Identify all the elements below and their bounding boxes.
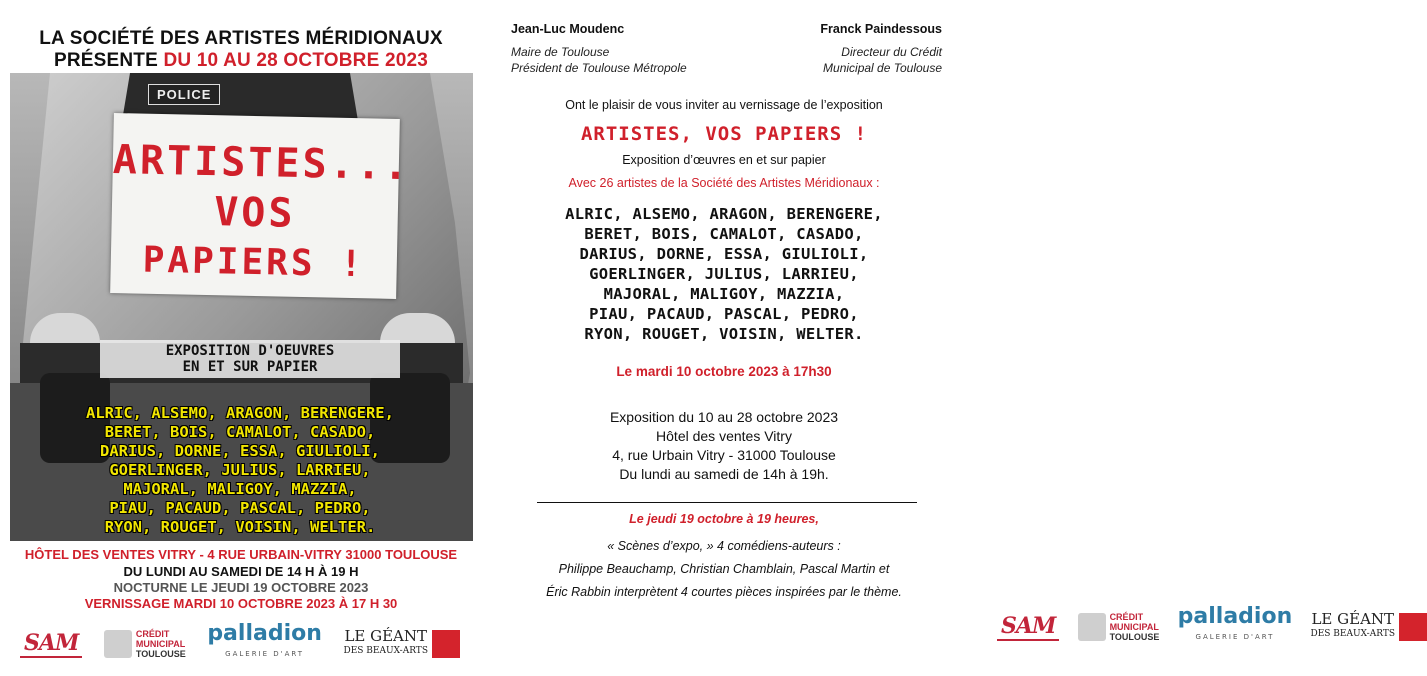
poster-artist-line: DARIUS, DORNE, ESSA, GIULIOLI, — [100, 442, 380, 460]
host-right-role2: Municipal de Toulouse — [823, 61, 942, 75]
poster-artist-list — [40, 404, 440, 537]
poster-subtitle-line1: EXPOSITION D'OEUVRES — [165, 343, 335, 359]
poster-artist-line: GOERLINGER, JULIUS, LARRIEU, — [109, 461, 371, 479]
host-left-role2: Président de Toulouse Métropole — [511, 61, 687, 75]
palladion-logo — [1177, 604, 1293, 647]
host-left-name: Jean-Luc Moudenc — [511, 22, 625, 36]
exhibition-info-line: Du lundi au samedi de 14h à 19h. — [619, 466, 829, 482]
poster-vernissage: VERNISSAGE MARDI 10 OCTOBRE 2023 À 17 H 30 — [84, 596, 398, 611]
invitation-artist-line: RYON, ROUGET, VOISIN, WELTER. — [584, 325, 864, 343]
invitation-panel — [482, 0, 1395, 676]
poster-artist-line: ALRIC, ALSEMO, ARAGON, BERENGERE, — [86, 404, 394, 422]
poster-header-line2 — [0, 50, 482, 72]
poster-sponsor-logos — [20, 620, 460, 668]
sign-line-3: PAPIERS ! — [142, 239, 366, 286]
event-description-line: Philippe Beauchamp, Christian Chamblain, Pascal Martin et — [558, 562, 890, 576]
invitation-artist-line: GOERLINGER, JULIUS, LARRIEU, — [589, 265, 859, 283]
poster-header-line1: LA SOCIÉTÉ DES ARTISTES MÉRIDIONAUX — [39, 28, 443, 49]
geant-line1: LE GÉANT — [1311, 610, 1395, 628]
invitation-artist-line: PIAU, PACAUD, PASCAL, PEDRO, — [589, 305, 859, 323]
vernissage-date: Le mardi 10 octobre 2023 à 17h30 — [616, 364, 832, 379]
section-divider — [537, 502, 917, 503]
credit-municipal-line1: CRÉDIT — [1109, 612, 1144, 622]
sign-line-1: ARTISTES... — [112, 137, 412, 190]
police-badge: POLICE — [148, 84, 220, 105]
palladion-name: palladion — [1177, 604, 1293, 629]
event-description-line: « Scènes d’expo, » 4 comédiens-auteurs : — [607, 539, 841, 553]
invitation-artist-list — [504, 204, 944, 344]
poster-subtitle-line2: EN ET SUR PAPIER — [182, 359, 318, 375]
palladion-sub: GALERIE D'ART — [225, 650, 305, 658]
sam-logo: SAM — [997, 613, 1059, 641]
poster-panel — [0, 0, 482, 676]
host-right-name: Franck Paindessous — [820, 22, 942, 36]
geant-box-icon — [1399, 613, 1427, 641]
geant-box-icon — [432, 630, 460, 658]
invite-text: Ont le plaisir de vous inviter au vernissage de l’exposition — [565, 98, 883, 112]
credit-municipal-emblem-icon — [104, 630, 132, 658]
exhibition-info-line: Exposition du 10 au 28 octobre 2023 — [609, 409, 839, 425]
poster-artist-line: PIAU, PACAUD, PASCAL, PEDRO, — [109, 499, 371, 517]
invitation-artist-line: DARIUS, DORNE, ESSA, GIULIOLI, — [579, 245, 869, 263]
palladion-name: palladion — [207, 621, 322, 646]
poster-hours: DU LUNDI AU SAMEDI DE 14 H À 19 H — [123, 564, 359, 579]
poster-artist-line: RYON, ROUGET, VOISIN, WELTER. — [104, 518, 376, 536]
invitation-artist-line: BERET, BOIS, CAMALOT, CASADO, — [584, 225, 864, 243]
poster-address: HÔTEL DES VENTES VITRY - 4 RUE URBAIN-VITRY 31000 TOULOUSE — [24, 547, 458, 562]
poster-header-dates: DU 10 AU 28 OCTOBRE 2023 — [163, 50, 429, 71]
geant-beaux-arts-logo — [1311, 612, 1427, 642]
exhibition-info — [482, 408, 966, 484]
sign-line-2: VOS — [213, 189, 296, 237]
invitation-artist-line: MAJORAL, MALIGOY, MAZZIA, — [603, 285, 845, 303]
credit-municipal-line2: MUNICIPAL — [135, 639, 186, 649]
host-left-role1: Maire de Toulouse — [511, 45, 610, 59]
credit-municipal-logo — [104, 629, 186, 659]
exhibition-info-line: Hôtel des ventes Vitry — [656, 428, 792, 444]
palladion-logo — [207, 621, 322, 664]
host-right-role1: Directeur du Crédit — [841, 45, 942, 59]
credit-municipal-line3: TOULOUSE — [1109, 632, 1160, 642]
credit-municipal-emblem-icon — [1078, 613, 1106, 641]
artists-intro: Avec 26 artistes de la Société des Artistes Méridionaux : — [568, 176, 880, 190]
credit-municipal-line3: TOULOUSE — [135, 649, 186, 659]
invitation-sponsor-logos — [997, 603, 1427, 651]
credit-municipal-line1: CRÉDIT — [135, 629, 170, 639]
geant-line2: DES BEAUX-ARTS — [1310, 629, 1395, 639]
geant-line2: DES BEAUX-ARTS — [343, 646, 428, 656]
poster-header-prefix: PRÉSENTE — [53, 50, 158, 71]
credit-municipal-logo — [1078, 612, 1160, 642]
host-left — [511, 22, 687, 76]
poster-artist-line: MAJORAL, MALIGOY, MAZZIA, — [123, 480, 357, 498]
invitation-artist-line: ALRIC, ALSEMO, ARAGON, BERENGERE, — [565, 205, 883, 223]
event-date: Le jeudi 19 octobre à 19 heures, — [629, 512, 819, 526]
sam-logo: SAM — [20, 630, 82, 658]
event-description — [482, 535, 966, 604]
event-description-line: Éric Rabbin interprètent 4 courtes pièces inspirées par le thème. — [546, 585, 902, 599]
poster-sign — [110, 113, 412, 299]
poster-nocturne: NOCTURNE LE JEUDI 19 OCTOBRE 2023 — [113, 580, 369, 595]
exhibition-title: ARTISTES, VOS PAPIERS ! — [580, 123, 868, 145]
exhibition-info-line: 4, rue Urbain Vitry - 31000 Toulouse — [612, 447, 836, 463]
exhibition-subtitle: Exposition d’œuvres en et sur papier — [622, 153, 826, 167]
geant-beaux-arts-logo — [343, 629, 460, 659]
palladion-sub: GALERIE D'ART — [1195, 633, 1275, 641]
host-right — [820, 22, 942, 76]
poster-artist-line: BERET, BOIS, CAMALOT, CASADO, — [104, 423, 376, 441]
credit-municipal-line2: MUNICIPAL — [1109, 622, 1159, 632]
geant-line1: LE GÉANT — [344, 627, 428, 645]
poster-subtitle — [100, 340, 400, 378]
